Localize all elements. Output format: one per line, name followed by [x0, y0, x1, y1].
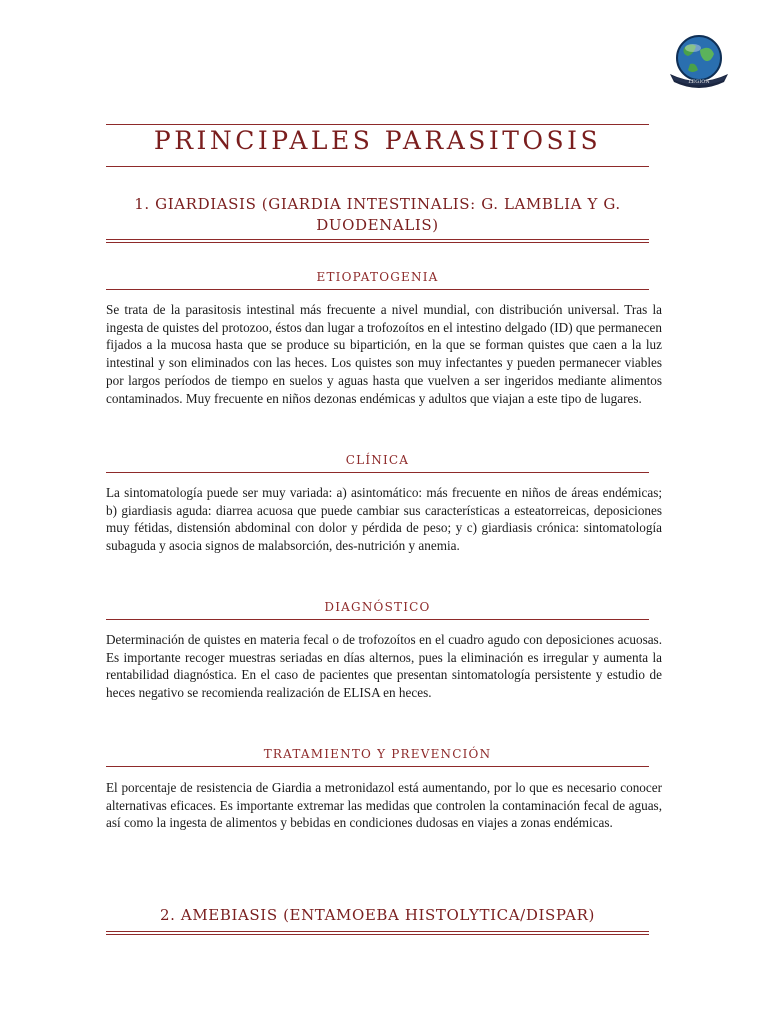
subsection-heading-etiopatogenia: ETIOPATOGENIA	[316, 270, 439, 284]
subsection-rule	[106, 289, 649, 290]
section-2-rule	[106, 931, 649, 935]
title-rule-top	[106, 124, 649, 125]
section-2-heading: 2. AMEBIASIS (ENTAMOEBA HISTOLYTICA/DISPAR)	[160, 906, 595, 924]
subsection-rule	[106, 766, 649, 767]
title-rule-bottom	[106, 166, 649, 167]
paragraph-etiopatogenia: Se trata de la parasitosis intestinal más frecuente a nivel mundial, con distribución universal. Tras la ingesta de quistes del protozoo, éstos dan lugar a trofozoítos en el intestino delgado (ID) que permanecen fijados a la mucosa hasta que se produce su bipartición, en la que se forman quistes que caen a la luz intestinal y son eliminados con las heces. Los quistes son muy infectantes y pueden permanecer viables por largos períodos de tiempo en suelos y aguas hasta que vuelven a ser ingeridos mediante alimentos contaminados. Muy frecuente en niños dezonas endémicas y adultos que viajan a este tipo de lugares.	[106, 302, 662, 406]
subsection-heading-diagnostico: DIAGNÓSTICO	[324, 600, 431, 614]
svg-text:LEGION: LEGION	[688, 79, 710, 85]
subsection-rule	[106, 472, 649, 473]
paragraph-diagnostico: Determinación de quistes en materia fecal o de trofozoítos en el cuadro agudo con deposiciones acuosas. Es importante recoger muestras seriadas en días alternos, pues la eliminación es irregular y aumenta la rentabilidad diagnóstica. En el caso de pacientes que presentan sintomatología persistente y estudio de heces negativo se recomienda realización de ELISA en heces.	[106, 632, 662, 701]
subsection-rule	[106, 619, 649, 620]
section-1-rule	[106, 239, 649, 243]
globe-icon	[664, 30, 734, 92]
page-title: PRINCIPALES PARASITOSIS	[153, 126, 602, 155]
subsection-heading-tratamiento: TRATAMIENTO Y PREVENCIÓN	[263, 747, 492, 761]
section-1-heading: 1. GIARDIASIS (GIARDIA INTESTINALIS: G. LAMBLIA Y G. DUODENALIS)	[134, 195, 621, 234]
paragraph-tratamiento: El porcentaje de resistencia de Giardia a metronidazol está aumentando, por lo que es necesario conocer alternativas eficaces. Es importante extremar las medidas que controlen la contaminación fecal de aguas, así como la ingesta de alimentos y bebidas en condiciones dudosas en viajes a zonas endémicas.	[106, 780, 662, 831]
subsection-heading-clinica: CLÍNICA	[345, 453, 410, 467]
paragraph-clinica: La sintomatología puede ser muy variada: a) asintomático: más frecuente en niños de áreas endémicas; b) giardiasis aguda: diarrea acuosa que puede cambiar sus características a esteatorreicas, deposiciones muy fétidas, distensión abdominal con dolor y pérdida de peso; y c) giardiasis crónica: sintomatología subaguda y asocia signos de malabsorción, des-nutrición y anemia.	[106, 485, 662, 554]
legion-logo	[664, 30, 734, 92]
